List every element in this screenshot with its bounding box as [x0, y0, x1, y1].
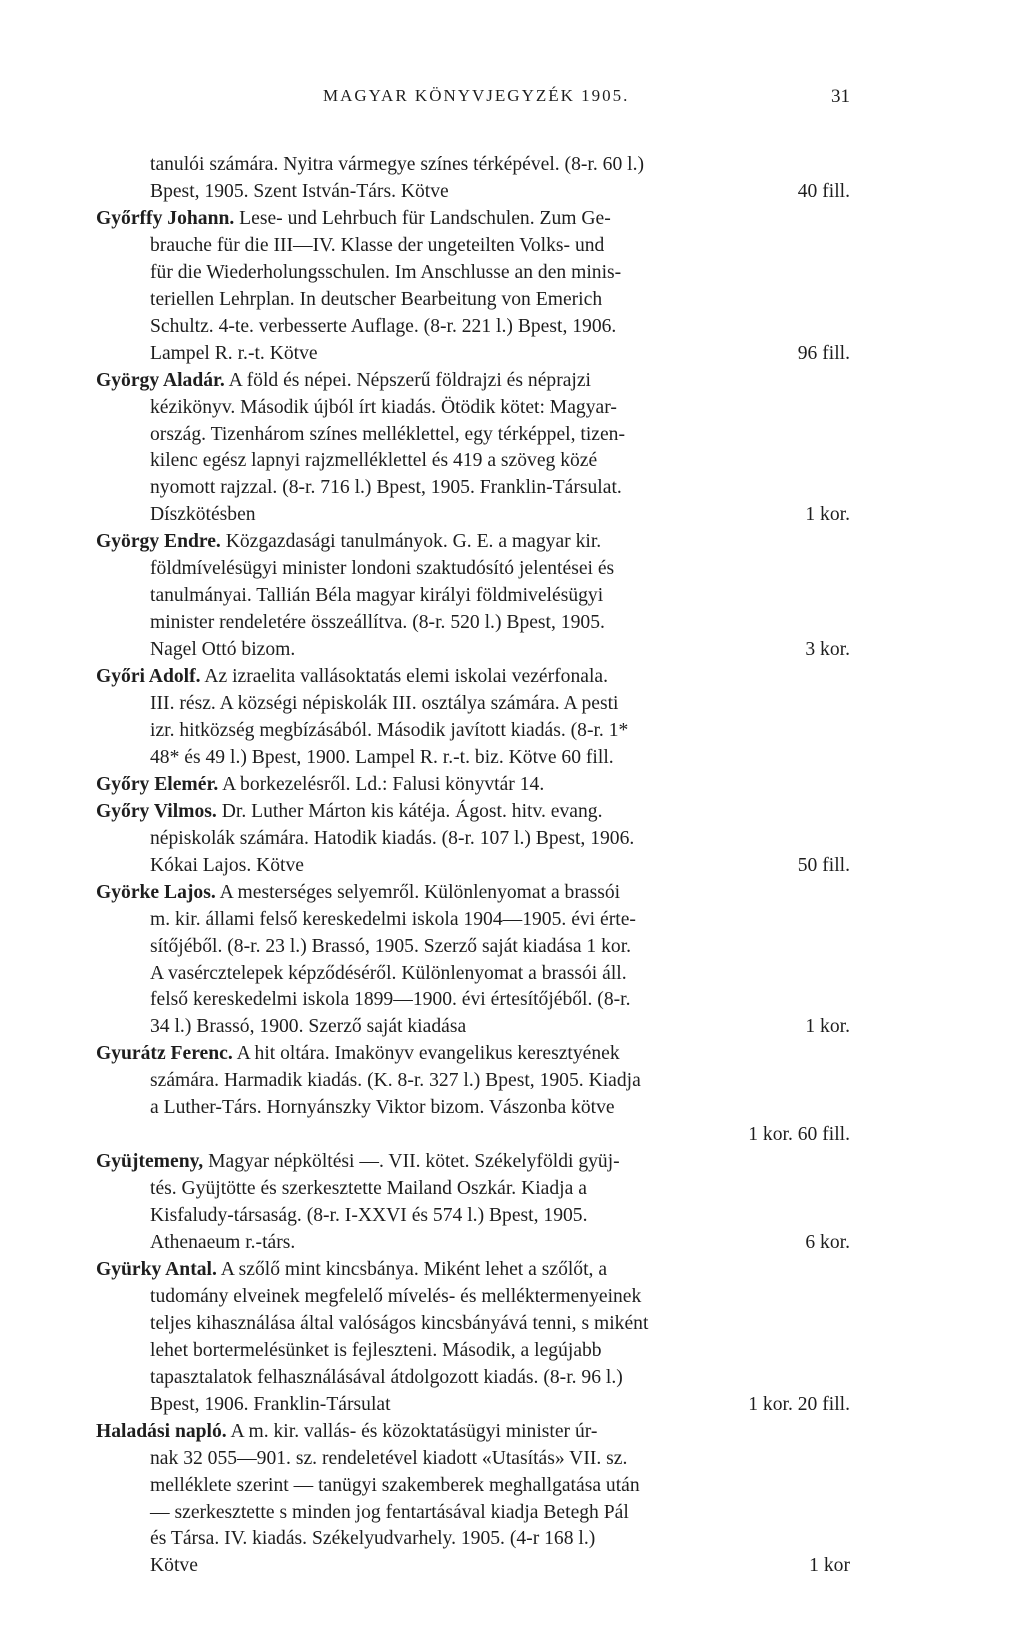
entry-text — [150, 395, 617, 421]
catalog-line — [0, 314, 1024, 340]
entry-description: a Luther-Társ. Hornyánszky Viktor bizom. Vászonba kötve — [150, 1097, 615, 1119]
entry-description: 48* és 49 l.) Bpest, 1900. Lampel R. r.-t. biz. Kötve 60 fill. — [150, 746, 614, 768]
catalog-line — [0, 745, 1024, 771]
catalog-line — [0, 422, 1024, 448]
catalog-line — [0, 287, 1024, 313]
entry-description: lehet bortermelésünket is fejleszteni. Második, a legújabb — [150, 1339, 602, 1361]
catalog-line — [0, 1338, 1024, 1364]
catalog-line — [0, 529, 1024, 555]
entry-price: 3 kor. — [805, 639, 850, 661]
entry-text — [150, 1311, 648, 1337]
entry-description: minister rendeletére összeállítva. (8-r. 520 l.) Bpest, 1905. — [150, 612, 605, 634]
entry-text — [150, 1203, 588, 1229]
entry-price: 1 kor. — [805, 1016, 850, 1038]
catalog-line — [0, 718, 1024, 744]
entry-text — [96, 664, 608, 690]
entry-text — [150, 448, 597, 474]
entry-name: Gyürky Antal. — [96, 1258, 217, 1280]
catalog-line — [0, 1230, 1024, 1256]
catalog-line — [0, 260, 1024, 286]
entry-text — [150, 1500, 629, 1526]
entry-description: Magyar népköltési —. VII. kötet. Székelyföldi gyüj- — [208, 1151, 620, 1173]
catalog-line — [0, 961, 1024, 987]
catalog-line — [0, 826, 1024, 852]
entry-description: tés. Gyüjtötte és szerkesztette Mailand Oszkár. Kiadja a — [150, 1178, 587, 1200]
entry-description: Nagel Ottó bizom. — [150, 639, 296, 661]
entry-text — [96, 1041, 620, 1067]
catalog-line — [0, 448, 1024, 474]
entry-description: izr. hitközség megbízásából. Második javított kiadás. (8-r. 1* — [150, 719, 629, 741]
entry-description: tanulmányai. Tallián Béla magyar királyi földmivelésügyi — [150, 585, 604, 607]
catalog-line — [0, 772, 1024, 798]
catalog-line — [0, 1473, 1024, 1499]
entry-description: teljes kihasználása által valóságos kincsbányává tenni, s miként — [150, 1312, 649, 1334]
entry-text — [96, 1257, 607, 1283]
entry-text — [150, 1446, 627, 1472]
catalog-line — [0, 1257, 1024, 1283]
catalog-line — [0, 556, 1024, 582]
entry-name: Gyurátz Ferenc. — [96, 1043, 233, 1065]
entry-price: 50 fill. — [797, 854, 850, 876]
page-header — [150, 86, 850, 116]
entry-description: Dr. Luther Márton kis kátéja. Ágost. hitv. evang. — [221, 800, 603, 822]
entry-description: tanulói számára. Nyitra vármegye színes térképével. (8-r. 60 l.) — [150, 154, 645, 175]
catalog-line — [0, 610, 1024, 636]
catalog-line — [0, 368, 1024, 394]
entry-text — [96, 529, 601, 555]
catalog-line — [0, 880, 1024, 906]
catalog-line — [0, 1203, 1024, 1229]
entry-description: 34 l.) Brassó, 1900. Szerző saját kiadása — [150, 1016, 467, 1038]
entry-name: Haladási napló. — [96, 1420, 227, 1442]
catalog-line — [0, 1041, 1024, 1067]
entry-description: népiskolák számára. Hatodik kiadás. (8-r. 107 l.) Bpest, 1906. — [150, 827, 635, 849]
entry-description: kézikönyv. Második újból írt kiadás. Ötödik kötet: Magyar- — [150, 396, 617, 418]
entry-description: m. kir. állami felső kereskedelmi iskola 1904—1905. évi érte- — [150, 908, 636, 930]
entry-text — [150, 260, 621, 286]
entry-description: sítőjéből. (8-r. 23 l.) Brassó, 1905. Szerző saját kiadása 1 kor. — [150, 935, 632, 957]
catalog-line — [0, 1068, 1024, 1094]
entry-description: Lampel R. r.-t. Kötve — [150, 342, 318, 364]
entry-description: nyomott rajzzal. (8-r. 716 l.) Bpest, 1905. Franklin-Társulat. — [150, 477, 622, 499]
entry-text — [96, 772, 544, 798]
entry-description: Athenaeum r.-társ. — [150, 1232, 296, 1253]
entry-description: A vasércztelepek képződéséről. Különlenyomat a brassói áll. — [150, 962, 627, 984]
entry-description: Kötve — [150, 1555, 198, 1577]
entry-description: Közgazdasági tanulmányok. G. E. a magyar kir. — [225, 531, 602, 553]
entry-price: 40 fill. — [797, 180, 850, 202]
entry-name: Győry Elemér. — [96, 773, 219, 795]
entry-text — [150, 1526, 595, 1552]
entry-description: A hit oltára. Imakönyv evangelikus keresztyének — [236, 1043, 620, 1065]
page-number: 31 — [831, 86, 850, 107]
entry-text — [150, 179, 449, 205]
entry-price: 1 kor — [809, 1555, 850, 1577]
catalog-line — [0, 1500, 1024, 1526]
catalog-line — [0, 1014, 1024, 1040]
catalog-line — [0, 934, 1024, 960]
entry-text — [150, 637, 295, 663]
entry-text — [150, 907, 636, 933]
entry-text — [150, 987, 630, 1013]
entry-text — [96, 206, 611, 232]
entry-description: A mesterséges selyemről. Különlenyomat a brassói — [219, 881, 621, 903]
entry-name: Győri Adolf. — [96, 666, 201, 688]
entry-text — [96, 880, 620, 906]
entry-name: György Aladár. — [96, 369, 225, 391]
entry-description: — szerkesztette s minden jog fentartásával kiadja Betegh Pál — [150, 1501, 629, 1523]
entry-text — [150, 1365, 623, 1391]
entry-description: A borkezelésről. Ld.: Falusi könyvtár 14. — [222, 773, 545, 795]
entry-description: számára. Harmadik kiadás. (K. 8-r. 327 l.) Bpest, 1905. Kiadja — [150, 1070, 641, 1092]
entry-text — [150, 1176, 587, 1202]
entry-description: tudomány elveinek megfelelő mívelés- és melléktermenyeinek — [150, 1285, 642, 1307]
entry-description: Bpest, 1905. Szent István-Társ. Kötve — [150, 180, 449, 202]
catalog-line — [0, 1122, 1024, 1148]
entry-description: Az izraelita vallásoktatás elemi iskolai vezérfonala. — [204, 666, 609, 688]
catalog-line — [0, 853, 1024, 879]
catalog-line — [0, 206, 1024, 232]
entry-description: für die Wiederholungsschulen. Im Anschlusse an den minis- — [150, 261, 622, 283]
entry-description: tapasztalatok felhasználásával átdolgozott kiadás. (8-r. 96 l.) — [150, 1366, 623, 1388]
entry-text — [150, 314, 616, 340]
entry-text — [150, 1284, 641, 1310]
catalog-line — [0, 1095, 1024, 1121]
entry-text — [150, 961, 627, 987]
entry-description: Bpest, 1906. Franklin-Társulat — [150, 1393, 391, 1415]
catalog-line — [0, 152, 1024, 178]
catalog-line — [0, 1284, 1024, 1310]
catalog-line — [0, 1365, 1024, 1391]
entry-text — [96, 1419, 597, 1445]
entry-name: Győry Vilmos. — [96, 800, 217, 822]
entry-description: nak 32 055—901. sz. rendeletével kiadott «Utasítás» VII. sz. — [150, 1447, 628, 1469]
entry-name: György Endre. — [96, 531, 221, 553]
entry-price: 1 kor. 60 fill. — [748, 1124, 850, 1146]
catalog-line — [0, 179, 1024, 205]
entry-text — [150, 287, 602, 313]
entry-text — [150, 152, 644, 178]
entry-description: melléklete szerint — tanügyi szakemberek meghallgatása után — [150, 1474, 640, 1496]
entry-text — [96, 368, 591, 394]
entry-description: Kisfaludy-társaság. (8-r. I-XXVI és 574 l.) Bpest, 1905. — [150, 1205, 588, 1227]
entry-description: A m. kir. vallás- és közoktatásügyi minister úr- — [230, 1420, 598, 1442]
entry-text — [150, 1392, 391, 1418]
catalog-line — [0, 907, 1024, 933]
entry-name: Györke Lajos. — [96, 881, 216, 903]
catalog-line — [0, 1526, 1024, 1552]
entry-text — [150, 745, 614, 771]
entry-description: A szőlő mint kincsbánya. Miként lehet a szőlőt, a — [220, 1258, 608, 1280]
catalog-line — [0, 691, 1024, 717]
entry-description: ország. Tizenhárom színes melléklettel, egy térképpel, tizen- — [150, 423, 625, 445]
entry-text — [150, 853, 304, 879]
entry-description: földmívelésügyi minister londoni szaktudósító jelentései és — [150, 558, 615, 580]
entry-description: Lese- und Lehrbuch für Landschulen. Zum Ge- — [239, 207, 611, 229]
entry-name: Gyüjtemeny, — [96, 1151, 204, 1173]
catalog-line — [0, 475, 1024, 501]
entry-text — [96, 1149, 620, 1175]
entry-text — [150, 826, 634, 852]
entry-description: Schultz. 4-te. verbesserte Auflage. (8-r. 221 l.) Bpest, 1906. — [150, 315, 617, 337]
entry-text — [150, 233, 604, 259]
catalog-line — [0, 1446, 1024, 1472]
entry-description: és Társa. IV. kiadás. Székelyudvarhely. 1905. (4-r 168 l.) — [150, 1528, 596, 1550]
entry-text — [150, 610, 605, 636]
entry-price: 1 kor. 20 fill. — [748, 1393, 850, 1415]
entry-description: felső kereskedelmi iskola 1899—1900. évi értesítőjéből. (8-r. — [150, 989, 631, 1011]
catalog-line — [0, 1176, 1024, 1202]
entry-text — [150, 583, 603, 609]
catalog-line — [0, 1392, 1024, 1418]
entry-price: 6 kor. — [805, 1232, 850, 1253]
catalog-line — [0, 1311, 1024, 1337]
catalog-line — [0, 341, 1024, 367]
entry-description: Díszkötésben — [150, 504, 256, 526]
catalog-line — [0, 583, 1024, 609]
entry-text — [150, 718, 628, 744]
entry-text — [150, 502, 256, 528]
entry-description: A föld és népei. Népszerű földrajzi és néprajzi — [228, 369, 591, 391]
entry-text — [150, 691, 618, 717]
entry-description: Kókai Lajos. Kötve — [150, 854, 304, 876]
entry-description: teriellen Lehrplan. In deutscher Bearbeitung von Emerich — [150, 288, 603, 310]
catalog-line — [0, 1553, 1024, 1579]
entry-text — [150, 1553, 198, 1579]
catalog-line — [0, 233, 1024, 259]
entry-text — [150, 1068, 641, 1094]
catalog-line — [0, 637, 1024, 663]
running-title: MAGYAR KÖNYVJEGYZÉK 1905. — [323, 86, 630, 105]
entry-text — [150, 1473, 640, 1499]
catalog-line — [0, 1419, 1024, 1445]
entry-description: brauche für die III—IV. Klasse der ungeteilten Volks- und — [150, 234, 605, 256]
entry-price: 96 fill. — [797, 342, 850, 364]
entry-text — [150, 341, 318, 367]
entry-text — [150, 556, 614, 582]
entry-text — [150, 422, 625, 448]
entry-text — [150, 1338, 602, 1364]
catalog-line — [0, 664, 1024, 690]
entry-description: kilenc egész lapnyi rajzmelléklettel és 419 a szöveg közé — [150, 450, 598, 472]
catalog-line — [0, 395, 1024, 421]
entry-text — [150, 1230, 295, 1256]
entry-price: 1 kor. — [805, 504, 850, 526]
entry-text — [96, 799, 602, 825]
entry-text — [150, 475, 622, 501]
catalog-line — [0, 1149, 1024, 1175]
entry-text — [150, 934, 631, 960]
entry-name: Győrffy Johann. — [96, 207, 235, 229]
entry-text — [150, 1014, 466, 1040]
entry-description: III. rész. A községi népiskolák III. osztálya számára. A pesti — [150, 693, 619, 714]
catalog-line — [0, 799, 1024, 825]
catalog-line — [0, 502, 1024, 528]
entry-text — [150, 1095, 615, 1121]
catalog-line — [0, 987, 1024, 1013]
